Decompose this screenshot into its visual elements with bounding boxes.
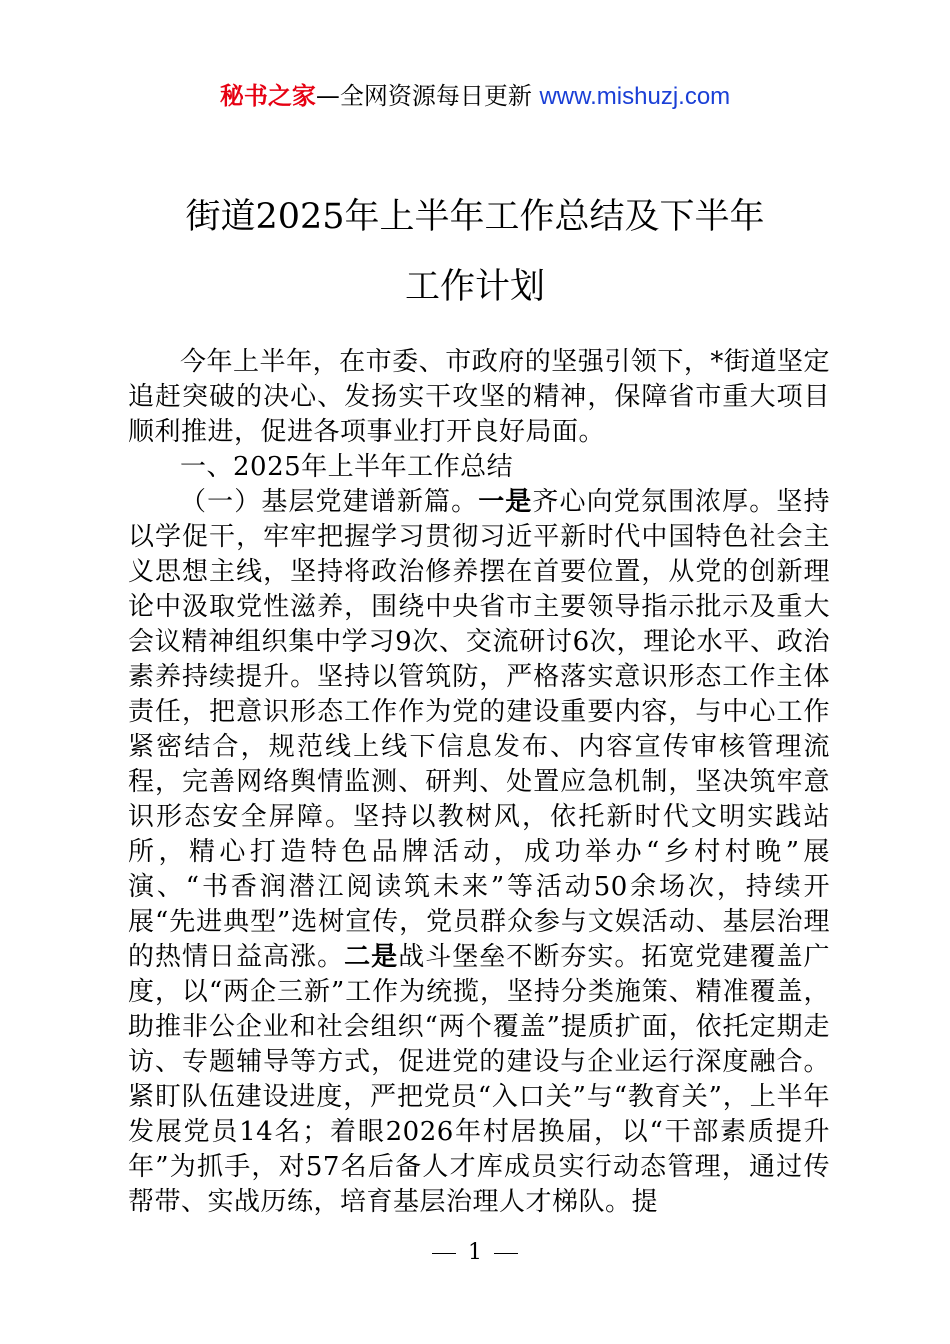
title-line-2: 工作计划 [404,267,545,307]
point-label-1: 一是 [478,487,533,517]
page-number [0,1238,950,1268]
page-dash-right [494,1253,518,1254]
page-number-value: 1 [468,1240,482,1265]
point-text-1: 齐心向党氛围浓厚。坚持以学促干，牢牢把握学习贯彻习近平新时代中国特色社会主义思想主线，坚持将政治修养摆在首要位置，从党的创新理论中汲取党性滋养，围绕中央省市主要领导指示批示及重大会议精神组织集中学习9次、交流研讨6次，理论水平、政治素养持续提升。坚持以管筑防，严格落实意识形态工作主体责任，把意识形态工作作为党的建设重要内容，与中心工作紧密结合，规范线上线下信息发布、内容宣传审核管理流程，完善网络舆情监测、研判、处置应急机制，坚决筑牢意识形态安全屏障。坚持以教树风，依托新时代文明实践站所，精心打造特色品牌活动，成功举办“乡村村晚”展演、“书香润潜江阅读筑未来”等活动50余场次，持续开展“先进典型”选树宣传，党员群众参与文娱活动、基层治理的热情日益高涨。 [128,487,830,972]
title-line-1: 街道2025年上半年工作总结及下半年 [185,197,765,237]
point-label-2: 二是 [344,942,399,972]
section-heading: 一、2025年上半年工作总结 [180,452,514,482]
site-name: 秘书之家 [219,82,316,110]
subsection-lead: （一）基层党建谱新篇。 [180,487,479,517]
watermark-header [0,78,950,115]
document-body [128,345,830,1220]
page-dash-left [432,1253,456,1254]
point-text-2: 战斗堡垒不断夯实。拓宽党建覆盖广度，以“两企三新”工作为统揽，坚持分类施策、精准覆盖，助推非公企业和社会组织“两个覆盖”提质扩面，依托定期走访、专题辅导等方式，促进党的建设与企业运行深度融合。紧盯队伍建设进度，严把党员“入口关”与“教育关”，上半年发展党员14名；着眼2026年村居换届，以“干部素质提升年”为抓手，对57名后备人才库成员实行动态管理，通过传帮带、实战历练，培育基层治理人才梯队。提 [128,942,830,1217]
intro-paragraph: 今年上半年，在市委、市政府的坚强引领下，*街道坚定追赶突破的决心、发扬实干攻坚的精神，保障省市重大项目顺利推进，促进各项事业打开良好局面。 [128,347,830,447]
site-slogan: —全网资源每日更新 [315,82,532,110]
site-url[interactable]: www.mishuzj.com [539,83,731,110]
document-title [0,182,950,322]
section-paragraph [128,485,830,1220]
